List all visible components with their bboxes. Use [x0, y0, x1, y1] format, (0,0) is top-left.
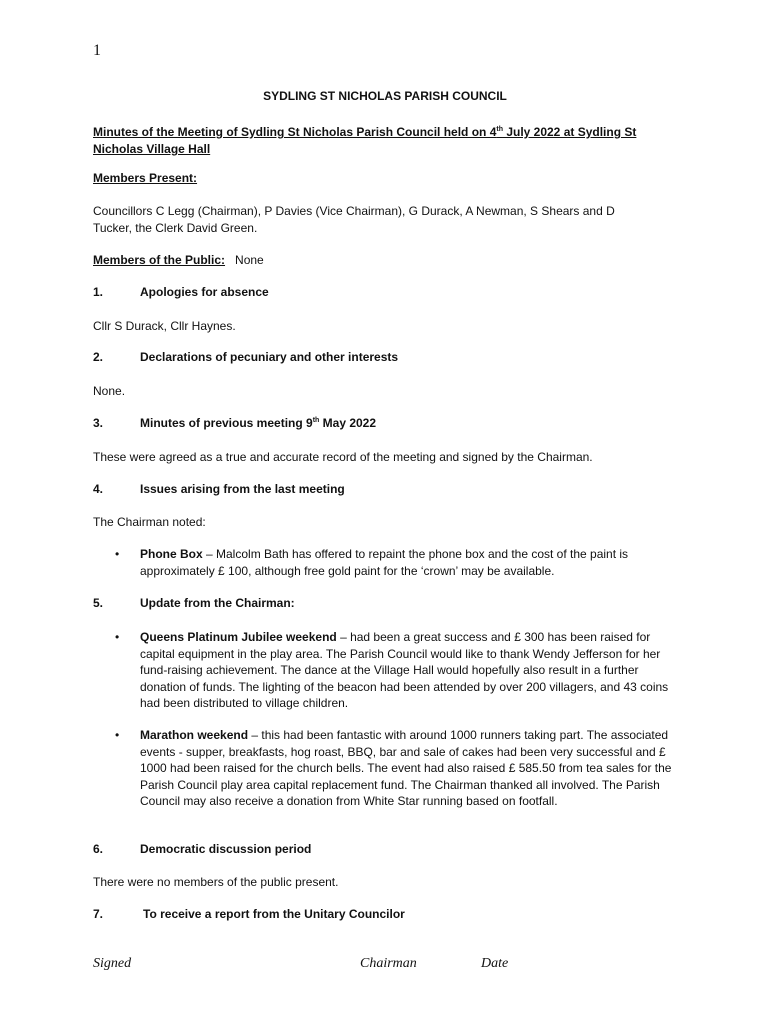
section-3-heading: 3. Minutes of previous meeting 9th May 2022: [93, 416, 377, 430]
section-6-text: There were no members of the public present.: [93, 875, 339, 889]
section-1-heading: 1. Apologies for absence: [93, 285, 269, 299]
section-5-heading: 5. Update from the Chairman:: [93, 596, 295, 610]
minutes-heading: Minutes of the Meeting of Sydling St Nicholas Parish Council held on 4th July 2022 at Sydling St Nicholas Village Hall: [93, 125, 637, 156]
section-4-text: The Chairman noted:: [93, 515, 206, 529]
document-page: 1 SYDLING ST NICHOLAS PARISH COUNCIL Minutes of the Meeting of Sydling St Nicholas Parish Council held on 4th July 2022 at Sydling St Nicholas Village Hall Members Present: Councillors C Legg (Chairman), P Davies (Vice Chairman), G Durack, A Newman, S Shears and D Tucker, the Clerk David Green. Members of the Public: None 1. Apologies for absence Cllr S Durack, Cllr Haynes. 2. Declarations of pecuniary and other interests None. 3. Minutes of previous meeting 9th May 2022 These were agreed as a true and accurate record of the meeting and signed by the Chairman. 4. Issues arising from the last meeting The Chairman noted: • Phone Box – Malcolm Bath has offered to repaint the phone box and the cost of the paint is approximately £ 100, although free gold paint for the ‘crown’ may be available. 5. Update from the Chairman: • Queens Platinum Jubilee weekend – had been a great success and £ 300 has been raised for capital equipment in the play area. The Parish Council would like to thank Wendy Jefferson for her fund-raising achievement. The dance at the Village Hall would hopefully also result in a further donation of funds. The lighting of the beacon had been attended by over 200 villagers, and 43 coins had been distributed to village children. • Marathon weekend – this had been fantastic with around 1000 runners taking part. The associated events - supper, breakfasts, hog roast, BBQ, bar and sale of cakes had been very successful and £ 1000 had been raised for the church bells. The event had also raised £ 585.50 from tea sales for the Parish Council play area capital replacement fund. The Chairman thanked all involved. The Parish Council may also receive a donation from White Star running based on footfall. 6. Democratic discussion period There were no members of the public present. 7. To receive a report from the Unitary Councilor Signed Chairman Date: [0, 0, 770, 1024]
date-label: Date: [481, 956, 509, 971]
section-7-heading: 7. To receive a report from the Unitary Councilor: [93, 907, 405, 921]
bullet-icon: •: [115, 630, 120, 644]
public-value: None: [235, 253, 264, 267]
section-1-text: Cllr S Durack, Cllr Haynes.: [93, 319, 236, 333]
members-present-heading: Members Present:: [93, 171, 198, 185]
section-2-text: None.: [93, 384, 126, 398]
bullet-icon: •: [115, 728, 120, 742]
members-of-public: [93, 252, 678, 269]
bullet-icon: •: [115, 547, 120, 561]
public-heading: Members of the Public:: [93, 253, 226, 267]
members-present-text: Councillors C Legg (Chairman), P Davies (Vice Chairman), G Durack, A Newman, S Shears and D Tucker, the Clerk David Green.: [93, 204, 615, 235]
council-title: SYDLING ST NICHOLAS PARISH COUNCIL: [263, 89, 507, 103]
signed-label: Signed: [93, 956, 132, 971]
section-6-heading: 6. Democratic discussion period: [93, 842, 312, 856]
page-number: 1: [93, 42, 101, 59]
chairman-label: Chairman: [360, 956, 417, 971]
section-4-heading: 4. Issues arising from the last meeting: [93, 482, 345, 496]
section-2-heading: 2. Declarations of pecuniary and other interests: [93, 350, 399, 364]
section-3-text: These were agreed as a true and accurate record of the meeting and signed by the Chairman.: [93, 450, 593, 464]
